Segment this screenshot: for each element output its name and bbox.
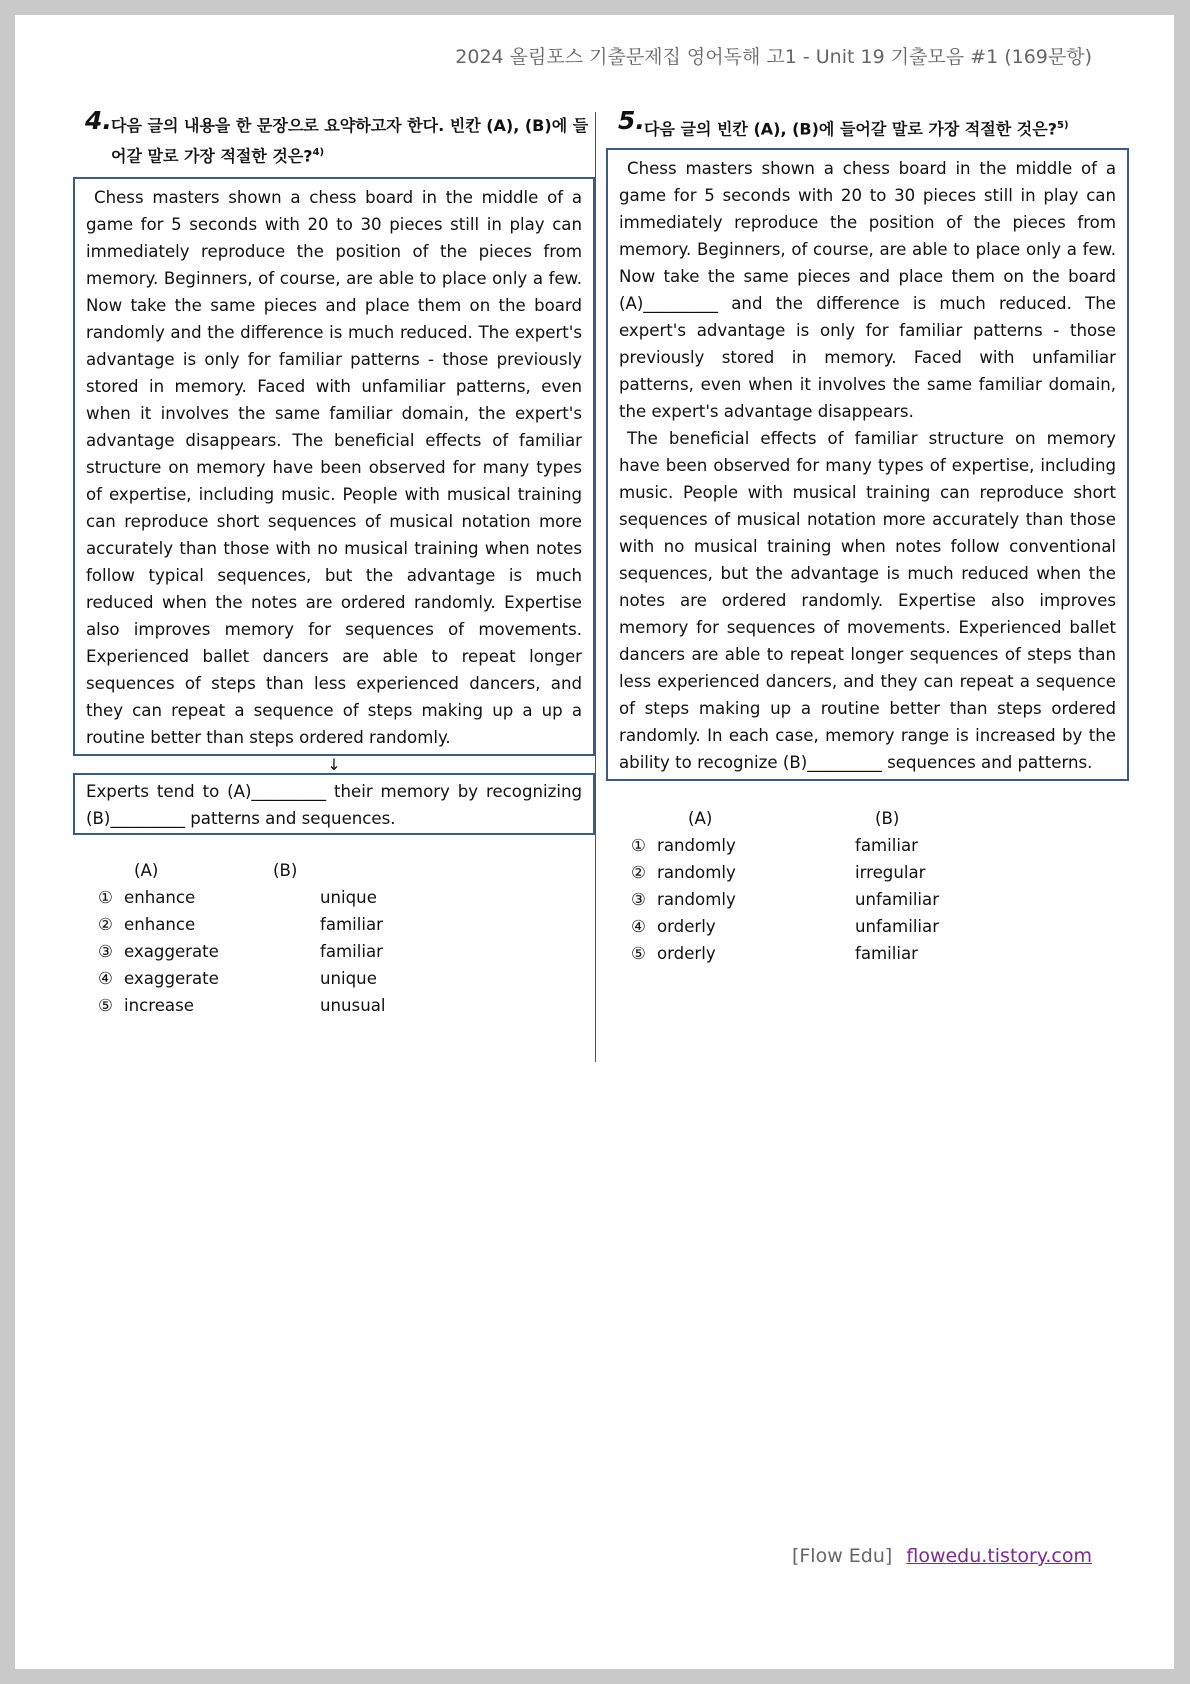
- choice-b: familiar: [320, 942, 383, 962]
- footnote-marker: 5): [1057, 120, 1069, 131]
- choice-b: familiar: [855, 836, 918, 855]
- choice-a: orderly: [657, 917, 716, 936]
- choice-number: ②: [631, 863, 646, 882]
- choice-number: ①: [98, 888, 113, 908]
- footer-source: [Flow Edu]: [791, 1545, 893, 1567]
- reading-passage: [73, 177, 595, 756]
- question-5-header: [606, 106, 1129, 148]
- choice-a: randomly: [657, 863, 736, 882]
- question-4-header: [73, 106, 595, 169]
- answer-choices: [73, 857, 595, 1019]
- passage-paragraph-2: The beneficial effects of familiar structure on memory have been observed for many types of expertise, including music. People with musical training can reproduce short sequences of musical notation more accurately than those with no musical training when notes follow conventional sequences, but the advantage is much reduced when the notes are ordered randomly. Expertise also improves memory for sequences of movements. Experienced ballet dancers are able to repeat longer sequences of steps than less experienced dancers, and they can repeat a sequence of steps making up a routine better than steps ordered randomly. In each case, memory range is increased by the ability to recognize (B)_________ sequences and patterns.: [619, 429, 1116, 772]
- column-b-label: (B): [875, 809, 900, 828]
- choice-a: randomly: [657, 836, 736, 855]
- column-b-label: (B): [273, 861, 298, 881]
- question-number: 4.: [85, 106, 112, 135]
- question-prompt-text: 다음 글의 내용을 한 문장으로 요약하고자 한다. 빈칸 (A), (B)에 들어갈 말로 가장 적절한 것은?: [111, 116, 589, 166]
- choice-b: unique: [320, 888, 377, 908]
- choice-number: ①: [631, 836, 646, 855]
- choice-a: enhance: [124, 888, 196, 908]
- column-a-label: (A): [134, 861, 159, 881]
- choice-number: ④: [98, 969, 113, 989]
- choice-a: orderly: [657, 944, 716, 963]
- choices-header: [73, 857, 595, 884]
- question-prompt: [644, 112, 1129, 142]
- choice-b: unusual: [320, 996, 386, 1016]
- choice-number: ⑤: [98, 996, 113, 1016]
- choice-b: unfamiliar: [855, 917, 940, 936]
- choice-b: unfamiliar: [855, 890, 940, 909]
- choice-number: ③: [631, 890, 646, 909]
- choice-number: ②: [98, 915, 113, 935]
- footer-link[interactable]: flowedu.tistory.com: [906, 1545, 1092, 1567]
- choice-number: ⑤: [631, 944, 646, 963]
- choice-a: increase: [124, 996, 194, 1016]
- question-5: [606, 106, 1129, 967]
- down-arrow-icon: ↓: [327, 755, 341, 775]
- reading-passage: [606, 148, 1129, 781]
- choice-b: irregular: [855, 863, 926, 882]
- column-divider: [595, 112, 596, 1062]
- choice-a: enhance: [124, 915, 196, 935]
- answer-choice-3[interactable]: [73, 938, 595, 965]
- question-prompt: [111, 112, 595, 169]
- choice-a: randomly: [657, 890, 736, 909]
- answer-choice-1[interactable]: [606, 832, 1129, 859]
- answer-choice-4[interactable]: [606, 913, 1129, 940]
- choice-b: familiar: [855, 944, 918, 963]
- answer-choice-3[interactable]: [606, 886, 1129, 913]
- passage-paragraph-1: Chess masters shown a chess board in the middle of a game for 5 seconds with 20 to 30 pieces still in play can immediately reproduce the position of the pieces from memory. Beginners, of course, are able to place only a few. Now take the same pieces and place them on the board (A)_________ and the difference is much reduced. The expert's advantage is only for familiar patterns - those previously stored in memory. Faced with unfamiliar patterns, even when it involves the same familiar domain, the expert's advantage disappears.: [619, 159, 1116, 421]
- choices-header: [606, 805, 1129, 832]
- choice-number: ④: [631, 917, 646, 936]
- answer-choice-5[interactable]: [73, 992, 595, 1019]
- question-number: 5.: [618, 106, 645, 135]
- summary-box: Experts tend to (A)_________ their memory by recognizing (B)_________ patterns and sequences.: [73, 773, 595, 835]
- page: [15, 15, 1174, 1669]
- answer-choice-5[interactable]: [606, 940, 1129, 967]
- question-prompt-text: 다음 글의 빈칸 (A), (B)에 들어갈 말로 가장 적절한 것은?: [644, 119, 1057, 139]
- answer-choice-2[interactable]: [606, 859, 1129, 886]
- choice-number: ③: [98, 942, 113, 962]
- page-footer: [792, 1545, 1092, 1567]
- footnote-marker: 4): [312, 147, 325, 158]
- answer-choices: [606, 805, 1129, 967]
- choice-b: unique: [320, 969, 377, 989]
- answer-choice-2[interactable]: [73, 911, 595, 938]
- choice-a: exaggerate: [124, 969, 219, 989]
- page-header: 2024 올림포스 기출문제집 영어독해 고1 - Unit 19 기출모음 #1 (169문항): [455, 46, 1092, 68]
- choice-b: familiar: [320, 915, 383, 935]
- column-a-label: (A): [688, 809, 713, 828]
- question-4: [73, 106, 595, 1019]
- answer-choice-1[interactable]: [73, 884, 595, 911]
- answer-choice-4[interactable]: [73, 965, 595, 992]
- passage-paragraph: Chess masters shown a chess board in the middle of a game for 5 seconds with 20 to 30 pieces still in play can immediately reproduce the position of the pieces from memory. Beginners, of course, are able to place only a few. Now take the same pieces and place them on the board randomly and the difference is much reduced. The expert's advantage is only for familiar patterns - those previously stored in memory. Faced with unfamiliar patterns, even when it involves the same familiar domain, the expert's advantage disappears. The beneficial effects of familiar structure on memory have been observed for many types of expertise, including music. People with musical training can reproduce short sequences of musical notation more accurately than those with no musical training when notes follow typical sequences, but the advantage is much reduced when the notes are ordered randomly. Expertise also improves memory for sequences of movements. Experienced ballet dancers are able to repeat longer sequences of steps than less experienced dancers, and they can repeat a sequence of steps making up a up a routine better than steps ordered randomly.: [86, 188, 582, 748]
- choice-a: exaggerate: [124, 942, 219, 962]
